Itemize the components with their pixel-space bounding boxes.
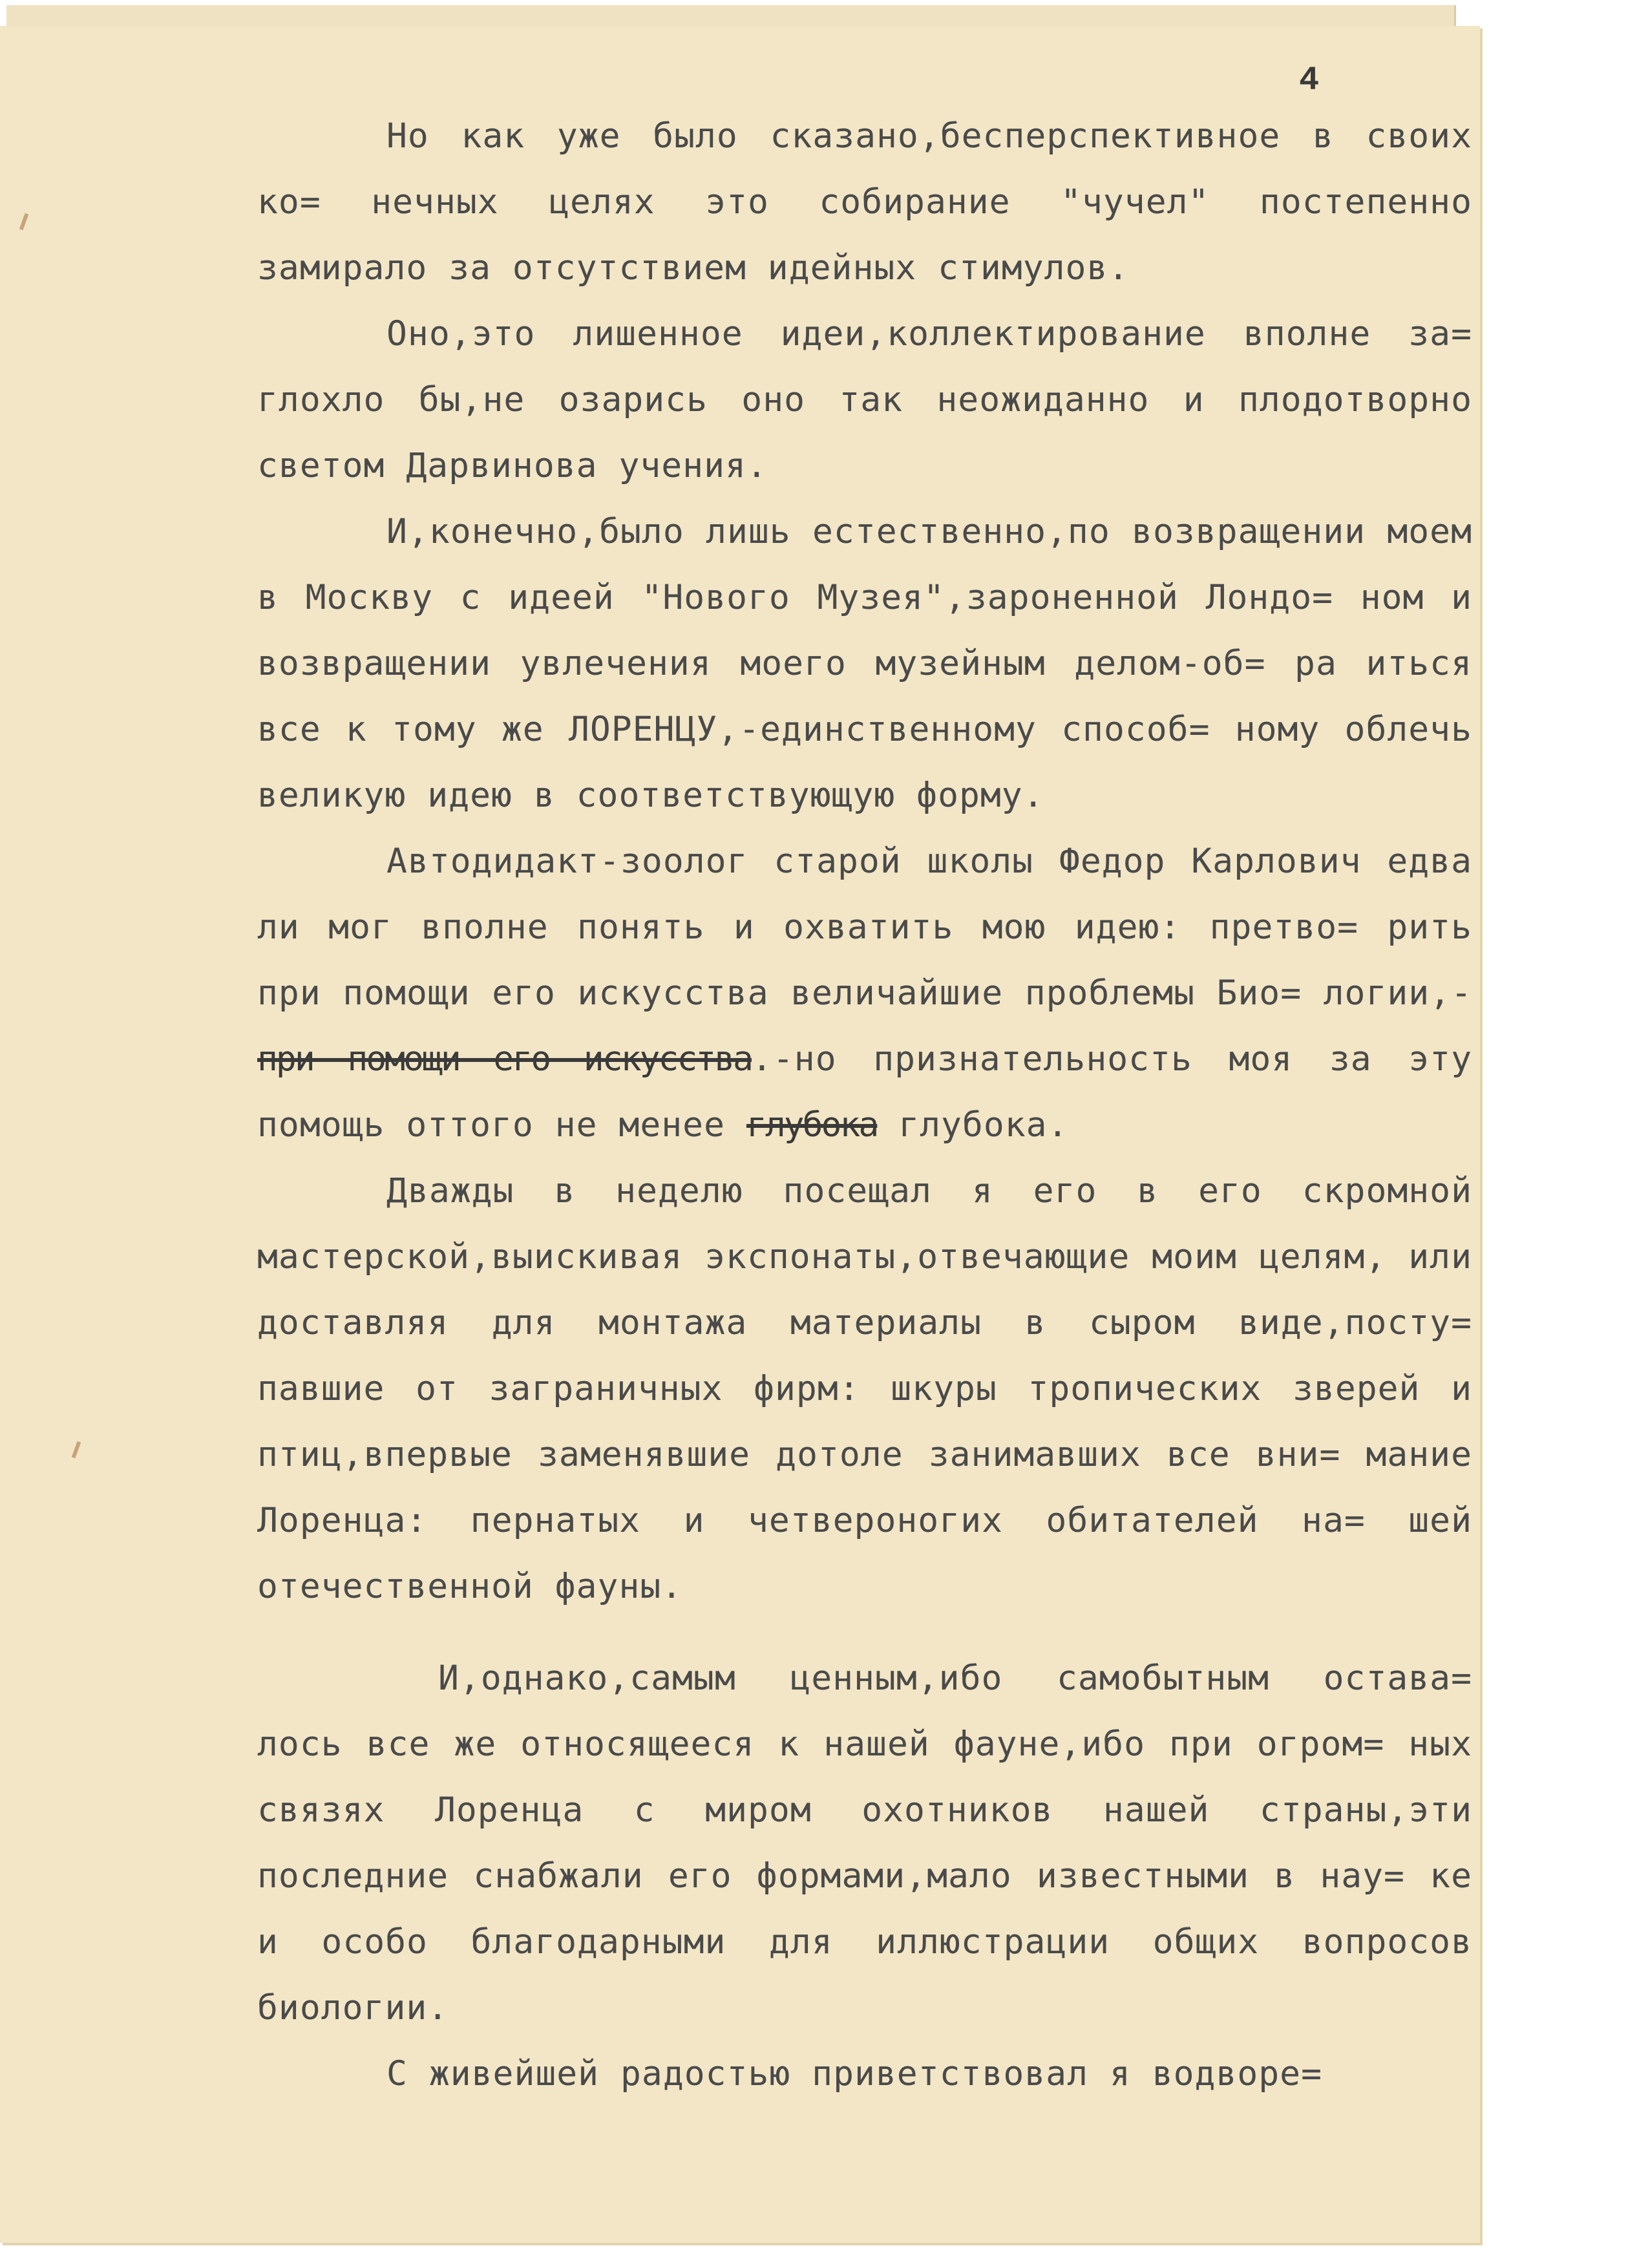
paragraph-4-text-after: глубока.	[877, 1105, 1069, 1145]
margin-stain	[72, 1441, 81, 1458]
paragraph-1: Но как уже было сказано,бесперспективное в своих ко= нечных целях это собирание "чучел" постепенно замирало за отсутствием идейных стимулов.	[257, 116, 1472, 288]
paragraph-6: И,однако,самым ценным,ибо самобытным остава= лось все же относящееся к нашей фауне,ибо при огром= ных связях Лоренца с миром охотников нашей страны,эти последние снабжали его формами,мало известными в нау= ке и особо благодарными для иллюстрации общих вопросов биологии.	[257, 1659, 1472, 2028]
paragraph-4-text-before: Автодидакт-зоолог старой школы Федор Карлович едва ли мог вполне понять и охватить мою идею: претво= рить при помощи его искусства величайшие проблемы Био= логии,-	[257, 842, 1472, 1013]
paragraph-4	[257, 829, 1472, 1158]
struck-out-word: глубока	[746, 1105, 878, 1145]
paragraph-7: С живейшей радостью приветствовал я водворе=	[386, 2054, 1322, 2093]
page-number: 4	[1299, 61, 1320, 100]
paragraph-4-text-middle: .-но признательность моя за эту помощь оттого не менее	[257, 1039, 1473, 1145]
paragraph-3: И,конечно,было лишь естественно,по возвращении моем в Москву с идеей "Нового Музея",зароненной Лондо= ном и возвращении увлечения моего музейным делом-об= ра иться все к тому же ЛОРЕНЦУ,-единственному способ= ному облечь великую идею в соответствующую форму.	[257, 512, 1472, 815]
paragraph-2: Оно,это лишенное идеи,коллектирование вполне за= глохло бы,не озарись оно так неожиданно и плодотворно светом Дарвинова учения.	[257, 314, 1472, 485]
margin-stain	[19, 213, 29, 230]
paragraph-5: Дважды в неделю посещал я его в его скромной мастерской,выискивая экспонаты,отвечающие моим целям, или доставляя для монтажа материалы в сыром виде,посту= павшие от заграничных фирм: шкуры тропических зверей и птиц,впервые заменявшие дотоле занимавших все вни= мание Лоренца: пернатых и четвероногих обитателей на= шей отечественной фауны.	[257, 1171, 1472, 1606]
struck-out-phrase: при помощи его искусства	[257, 1039, 752, 1079]
document-body	[257, 103, 1472, 2107]
